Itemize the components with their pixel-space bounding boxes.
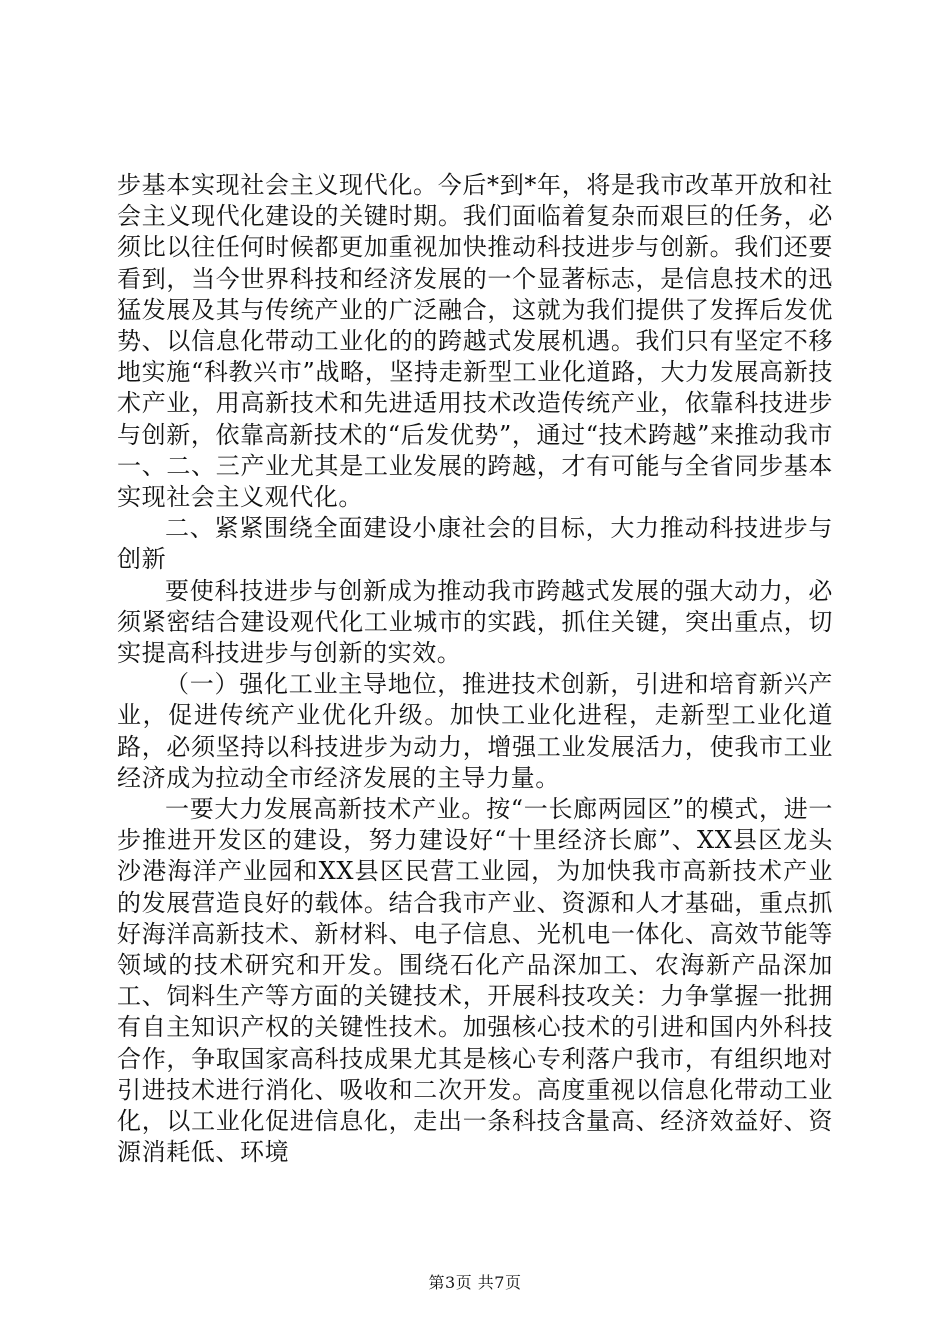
subsection-paragraph: （一）强化工业主导地位，推进技术创新，引进和培育新兴产业，促进传统产业优化升级。加快工业化进程，走新型工业化道路，必须坚持以科技进步为动力，增强工业发展活力，使我市工业经济成为拉动全市经济发展的主导力量。 (117, 670, 833, 792)
section-heading: 二、紧紧围绕全面建设小康社会的目标，大力推动科技进步与创新 (117, 514, 833, 574)
paragraph-continued: 步基本实现社会主义现代化。今后*到*年，将是我市改革开放和社会主义现代化建设的关键时期。我们面临着复杂而艰巨的任务，必须比以往任何时候都更加重视加快推动科技进步与创新。我们还要看到，当今世界科技和经济发展的一个显著标志，是信息技术的迅猛发展及其与传统产业的广泛融合，这就为我们提供了发挥后发优势、以信息化带动工业化的的跨越式发展机遇。我们只有坚定不移地实施“科教兴市”战略，坚持走新型工业化道路，大力发展高新技术产业，用高新技术和先进适用技术改造传统产业，依靠科技进步与创新，依靠高新技术的“后发优势”，通过“技术跨越”来推动我市一、二、三产业尤其是工业发展的跨越，才有可能与全省同步基本实现社会主义观代化。 (117, 171, 833, 512)
paragraph: 要使科技进步与创新成为推动我市跨越式发展的强大动力，必须紧密结合建设观代化工业城市的实践，抓住关键，突出重点，切实提高科技进步与创新的实效。 (117, 576, 833, 668)
document-body (117, 170, 833, 1169)
page-number-footer: 第3页 共7页 (428, 1273, 522, 1292)
paragraph: 一要大力发展高新技术产业。按“一长廊两园区”的模式，进一步推进开发区的建设，努力建设好“十里经济长廊”、XX县区龙头沙港海洋产业园和XX县区民营工业园，为加快我市高新技术产业的发展营造良好的载体。结合我市产业、资源和人才基础，重点抓好海洋高新技术、新材料、电子信息、光机电一体化、高效节能等领域的技术研究和开发。围绕石化产品深加工、农海新产品深加工、饲料生产等方面的关键技术，开展科技攻关：力争掌握一批拥有自主知识产权的关键性技术。加强核心技术的引进和国内外科技合作，争取国家高科技成果尤其是核心专利落户我市，有组织地对引进技术进行消化、吸收和二次开发。高度重视以信息化带动工业化，以工业化促进信息化，走出一条科技含量高、经济效益好、资源消耗低、环境 (117, 795, 833, 1167)
